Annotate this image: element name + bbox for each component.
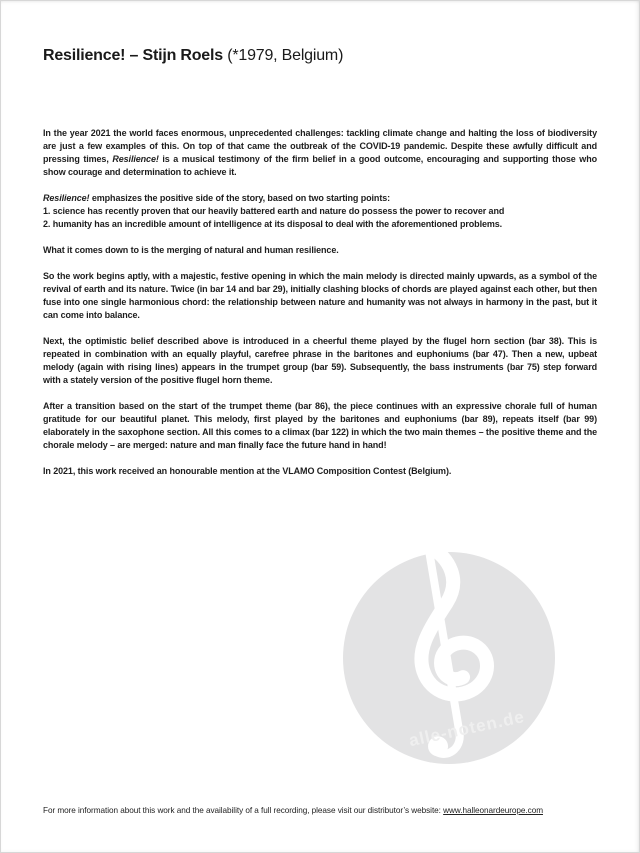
paragraph — [43, 192, 597, 231]
page-title — [43, 47, 597, 65]
paragraph — [43, 465, 597, 478]
watermark-text: alle-noten.de — [407, 707, 527, 751]
text-line — [43, 400, 597, 452]
text-segment: What it comes down to is the merging of natural and human resilience. — [43, 245, 339, 255]
text-line — [43, 192, 597, 205]
work-title: Resilience! – Stijn Roels — [43, 47, 223, 64]
body-text — [43, 127, 597, 491]
paragraph — [43, 127, 597, 179]
publisher-watermark — [329, 538, 569, 778]
italic-text-segment: Resilience! — [43, 193, 90, 203]
footer — [43, 806, 543, 815]
footer-text: For more information about this work and the availability of a full recording, please visit our distributor’s website: — [43, 806, 444, 815]
text-segment: 2. humanity has an incredible amount of intelligence at its disposal to deal with the aforementioned problems. — [43, 219, 503, 229]
text-segment: In the year 2021 the world faces enormous, unprecedented challenges: tackling climate change and halting the loss of biodiversity are just a few examples of this. On top of that came the outbreak of the COVID-19 pandemic. Despite these awfully difficult and pressing times, — [43, 128, 597, 164]
text-line — [43, 218, 597, 231]
text-segment: After a transition based on the start of the trumpet theme (bar 86), the piece continues with an expressive chorale full of human gratitude for our beautiful planet. This melody, first played by the baritones and euphoniums (bar 89), repeats itself (bar 99) elaborately in the saxophone section. All this comes to a climax (bar 122) in which the two main themes – the positive theme and the chorale melody – are merged: nature and man finally face the future hand in hand! — [43, 401, 597, 450]
text-line — [43, 270, 597, 322]
paragraph — [43, 244, 597, 257]
italic-text-segment: Resilience! — [112, 154, 159, 164]
text-segment: Next, the optimistic belief described above is introduced in a cheerful theme played by the flugel horn section (bar 38). This is repeated in combination with an equally playful, carefree phrase in the baritones and euphoniums (bar 47). Then a new, upbeat melody (again with rising lines) appears in the trumpet group (bar 59). Subsequently, the bass instruments (bar 75) step forward with a stately version of the positive flugel horn theme. — [43, 336, 597, 385]
text-line — [43, 465, 597, 478]
paragraph — [43, 400, 597, 452]
paragraph — [43, 335, 597, 387]
text-segment: In 2021, this work received an honourable mention at the VLAMO Composition Contest (Belgium). — [43, 466, 452, 476]
text-line — [43, 205, 597, 218]
text-segment: So the work begins aptly, with a majestic, festive opening in which the main melody is directed mainly upwards, as a symbol of the revival of earth and its nature. Twice (in bar 14 and bar 29), initially clashing blocks of chords are played against each other, but then fuse into one single harmonious chord: the relationship between nature and humanity was not always in harmony in the past, but it can come into balance. — [43, 271, 597, 320]
text-line — [43, 244, 597, 257]
text-segment: 1. science has recently proven that our heavily battered earth and nature do possess the power to recover and — [43, 206, 505, 216]
text-segment: emphasizes the positive side of the story, based on two starting points: — [89, 193, 391, 203]
composer-detail: (*1979, Belgium) — [227, 47, 344, 64]
text-segment: is a musical testimony of the firm belief in a good outcome, encouraging and supporting those who show courage and determination to achieve it. — [43, 154, 597, 177]
paragraph — [43, 270, 597, 322]
text-line — [43, 127, 597, 179]
distributor-link[interactable]: www.halleonardeurope.com — [443, 806, 543, 815]
text-line — [43, 335, 597, 387]
